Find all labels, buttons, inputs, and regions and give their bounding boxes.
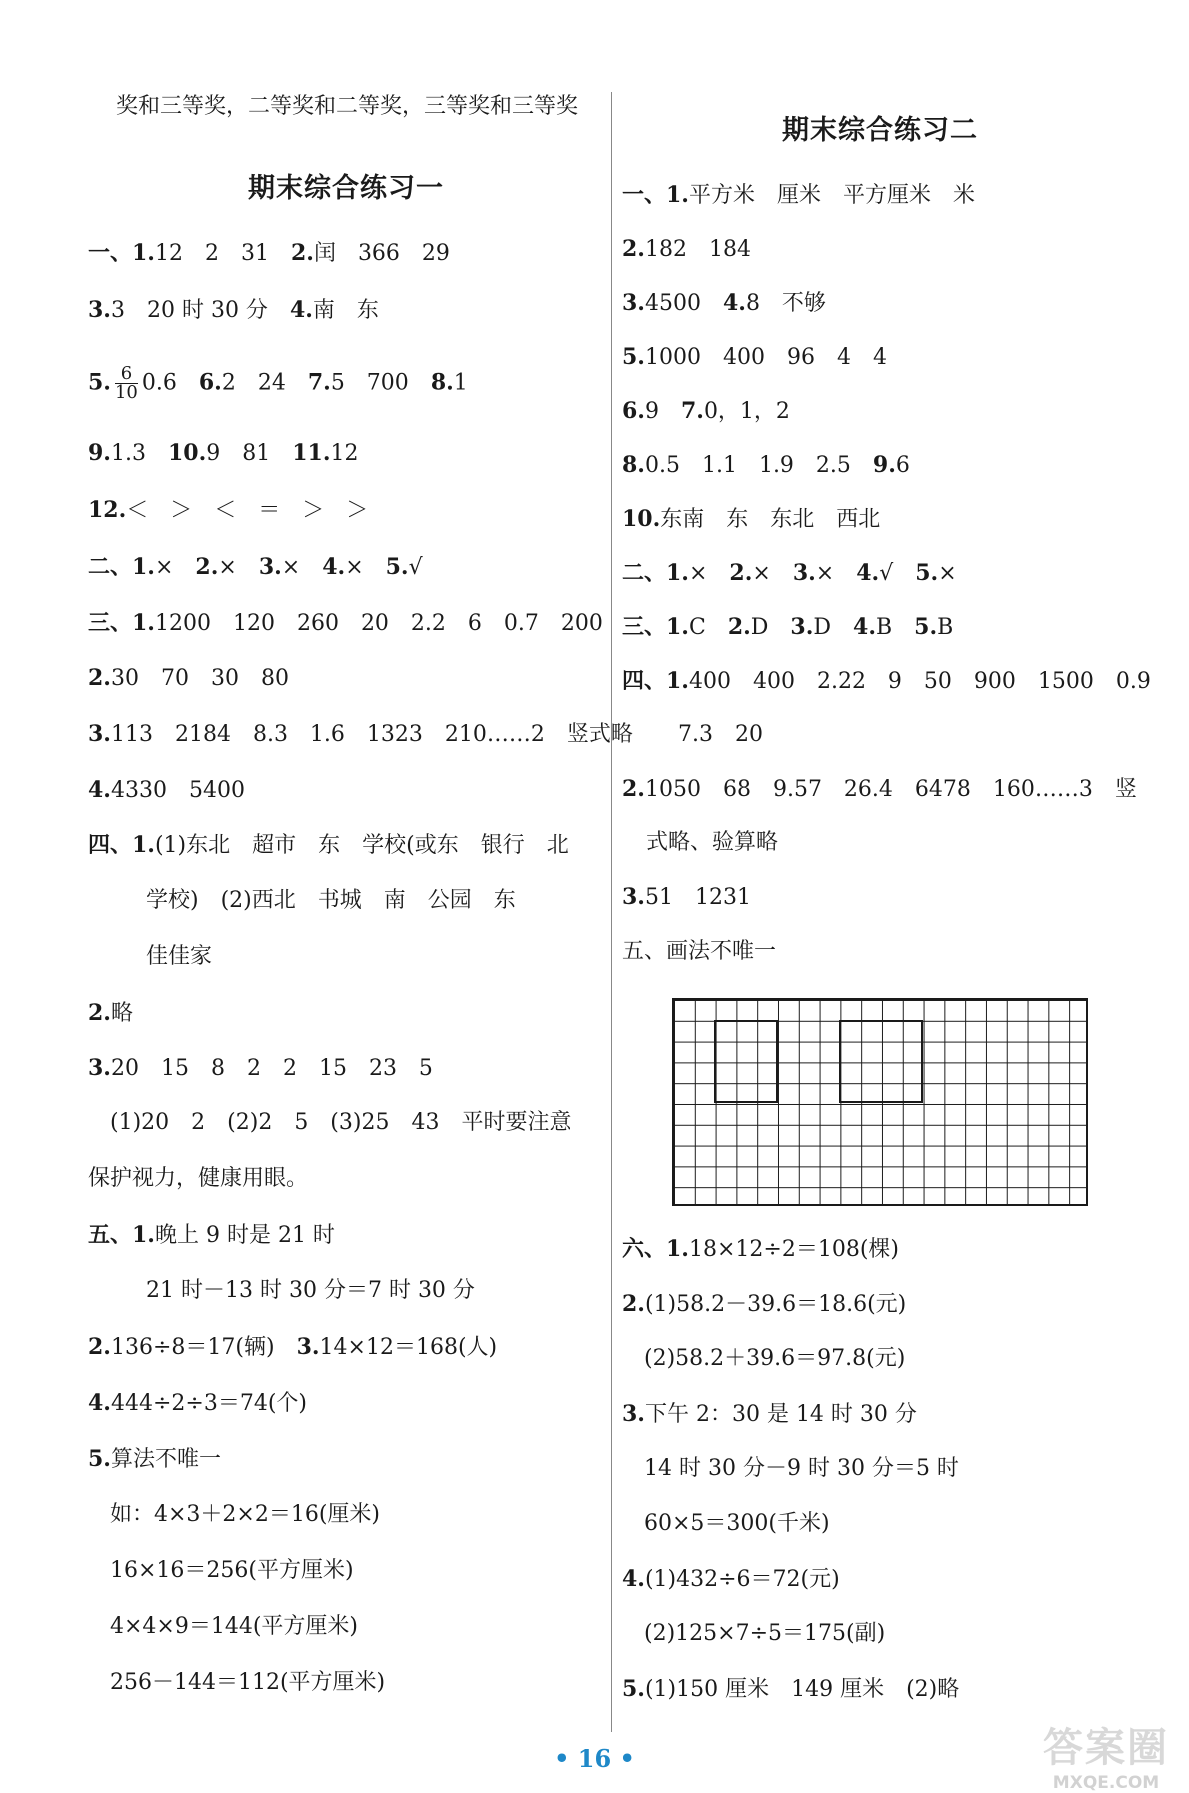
item-number: 2. [622, 1291, 645, 1317]
left-part5-q5-cont4: 256－144＝112(平方厘米) [110, 1670, 386, 1695]
answer-text: D [813, 615, 854, 640]
item-number: 2. [727, 614, 751, 640]
answer-text: 0.5 1.1 1.9 2.5 [644, 453, 873, 478]
answer-text: 闰 366 29 [313, 241, 450, 266]
answer-text: 南 东 [312, 298, 379, 323]
left-part3-q2-line [88, 663, 289, 694]
right-part1-q6-line [622, 396, 790, 427]
answer-text: 0，1，2 [703, 399, 790, 424]
left-part5-q5-cont3: 4×4×9＝144(平方厘米) [110, 1614, 359, 1639]
right-part1-q2-line [622, 234, 751, 265]
right-part6-q4-cont: (2)125×7÷5＝175(副) [644, 1621, 886, 1646]
item-number: 4. [856, 560, 880, 586]
answer-text: 1.3 [110, 441, 168, 466]
left-part3-q1-line [88, 608, 603, 639]
item-number: 3. [622, 1401, 645, 1427]
left-section-title: 期末综合练习一 [248, 173, 444, 204]
item-number: 六、1. [622, 1236, 689, 1262]
item-number: 9. [872, 452, 896, 478]
watermark-text: 答案圈 [1043, 1725, 1169, 1771]
item-number: 6. [198, 369, 222, 396]
answer-text: 2 24 [221, 370, 308, 396]
answer-text: × [281, 555, 323, 580]
column-divider [611, 92, 612, 1732]
left-part4-q1-cont2: 佳佳家 [146, 944, 213, 969]
answer-text: B [876, 615, 915, 640]
item-number: 3. [88, 721, 111, 747]
right-part4-q2-line [622, 774, 1137, 805]
drawn-square [839, 1020, 923, 1103]
answer-text: 算法不唯一 [110, 1447, 221, 1472]
answer-text: 12 2 31 [154, 241, 291, 266]
answer-text: 1050 68 9.57 26.4 6478 160……3 竖 [644, 777, 1137, 802]
right-part6-q2-cont: (2)58.2＋39.6＝97.8(元) [644, 1346, 906, 1371]
right-part6-q2-line [622, 1289, 906, 1320]
answer-text: 9 [644, 399, 681, 424]
watermark-url: MXQE.COM [1052, 1773, 1160, 1793]
carry-over-line: 奖和三等奖，二等奖和二等奖，三等奖和三等奖 [116, 94, 579, 119]
answer-text: 400 400 2.22 9 50 900 1500 0.9 [688, 669, 1151, 694]
item-number: 三、1. [622, 614, 689, 640]
item-number: 7. [307, 369, 331, 396]
right-part4-q1-cont: 7.3 20 [678, 722, 763, 747]
item-number: 7. [680, 398, 704, 424]
answer-text: 12 [330, 441, 359, 466]
answer-text: × [218, 555, 259, 580]
right-part4-q2-cont: 式略、验算略 [646, 830, 779, 855]
answer-text: 136÷8＝17(辆) [110, 1335, 297, 1360]
item-number: 5. [88, 369, 111, 396]
answer-text: B [937, 615, 954, 640]
answer-text: × [752, 561, 793, 586]
item-number: 3. [296, 1334, 320, 1360]
answer-text: 14×12＝168(人) [319, 1335, 498, 1360]
item-number: 一、1. [622, 182, 689, 208]
right-part2-line [622, 558, 957, 589]
left-part5-q4-line [88, 1388, 307, 1419]
item-number: 2. [290, 240, 314, 266]
item-number: 2. [88, 665, 111, 691]
item-number: 5. [915, 560, 939, 586]
watermark-logo [1031, 1716, 1181, 1793]
item-number: 10. [622, 506, 661, 532]
left-part4-q2-line [88, 998, 133, 1029]
item-number: 3. [258, 554, 282, 580]
left-part4-q3-cont2: 保护视力，健康用眼。 [88, 1166, 309, 1191]
answer-text: D [750, 615, 791, 640]
answer-text: (1)432÷6＝72(元) [644, 1567, 840, 1592]
right-part6-q3-cont1: 14 时 30 分－9 时 30 分＝5 时 [644, 1456, 959, 1481]
item-number: 2. [622, 776, 645, 802]
left-q3-line [88, 295, 379, 326]
answer-text: 6 [895, 453, 910, 478]
answer-text: 3 20 时 30 分 [110, 298, 290, 323]
answer-text: 182 184 [644, 237, 751, 262]
answer-text: 4500 [644, 291, 723, 316]
left-q5-line [88, 365, 468, 402]
item-number: 3. [790, 614, 814, 640]
right-section-title: 期末综合练习二 [782, 115, 978, 146]
item-number: 3. [622, 884, 645, 910]
item-number: 2. [622, 236, 645, 262]
item-number: 3. [622, 290, 645, 316]
item-number: 3. [88, 1055, 111, 1081]
answer-text: 平方米 厘米 平方厘米 米 [688, 183, 975, 208]
left-part5-q5-cont2: 16×16＝256(平方厘米) [110, 1558, 354, 1583]
right-part1-q10-line [622, 504, 880, 535]
item-number: 8. [622, 452, 645, 478]
left-part3-q3-line [88, 719, 633, 750]
answer-text: (1)58.2－39.6＝18.6(元) [644, 1292, 907, 1317]
fraction-denominator: 10 [114, 382, 138, 403]
page-number: • 16 • [554, 1744, 635, 1773]
left-part4-q3-cont1: (1)20 2 (2)2 5 (3)25 43 平时要注意 [110, 1110, 572, 1135]
answer-text: 18×12÷2＝108(棵) [688, 1237, 899, 1262]
answer-text: × [688, 561, 730, 586]
item-number: 2. [88, 1334, 111, 1360]
right-part1-q8-line [622, 450, 910, 481]
right-part4-q3-line [622, 882, 751, 913]
answer-text: 东南 东 东北 西北 [660, 507, 881, 532]
right-part4-q1-line [622, 666, 1151, 697]
answer-text: ＜ ＞ ＜ ＝ ＞ ＞ [126, 498, 369, 523]
item-number: 四、1. [622, 668, 689, 694]
item-number: 11. [292, 440, 331, 466]
item-number: 2. [88, 1000, 111, 1026]
left-part3-q4-line [88, 775, 245, 806]
left-part2-line [88, 552, 423, 583]
answer-text: 4330 5400 [110, 778, 245, 803]
item-number: 四、1. [88, 832, 155, 858]
item-number: 4. [88, 1390, 111, 1416]
item-number: 8. [430, 369, 454, 396]
answer-text: × [154, 555, 196, 580]
left-part4-q1-line [88, 830, 569, 861]
item-number: 4. [289, 297, 313, 323]
answer-text: × [938, 561, 957, 586]
item-number: 6. [622, 398, 645, 424]
answer-text: × [345, 555, 386, 580]
right-part6-q3-cont2: 60×5＝300(千米) [644, 1511, 830, 1536]
answer-text: 0.6 [141, 370, 199, 396]
answer-text: 1200 120 260 20 2.2 6 0.7 200 [154, 611, 603, 636]
answer-text: C [688, 615, 728, 640]
item-number: 五、1. [88, 1222, 155, 1248]
answer-text: (1)东北 超市 东 学校(或东 银行 北 [154, 833, 569, 858]
item-number: 二、1. [88, 554, 155, 580]
answer-text: 略 [110, 1001, 133, 1026]
item-number: 5. [88, 1446, 111, 1472]
answer-text: 51 1231 [644, 885, 751, 910]
answer-text: √ [879, 561, 916, 586]
left-part5-q1-line [88, 1220, 335, 1251]
item-number: 4. [88, 777, 111, 803]
drawing-grid [672, 998, 1088, 1206]
answer-text: × [815, 561, 857, 586]
right-part5-line: 五、画法不唯一 [622, 939, 777, 964]
answer-text: 下午 2：30 是 14 时 30 分 [644, 1402, 917, 1427]
item-number: 4. [722, 290, 746, 316]
left-q1-line [88, 238, 450, 269]
fraction-numerator: 6 [115, 365, 138, 384]
answer-text: 1000 400 96 4 4 [644, 345, 887, 370]
answer-text: 20 15 8 2 2 15 23 5 [110, 1056, 433, 1081]
answer-text: 30 70 30 80 [110, 666, 289, 691]
answer-text: 5 700 [330, 370, 431, 396]
item-number: 5. [914, 614, 938, 640]
item-number: 4. [322, 554, 346, 580]
item-number: 3. [88, 297, 111, 323]
item-number: 4. [853, 614, 876, 640]
item-number: 三、1. [88, 610, 155, 636]
left-q12-line [88, 495, 368, 526]
item-number: 3. [792, 560, 816, 586]
answer-text: √ [408, 555, 423, 580]
right-part6-q4-line [622, 1564, 840, 1595]
left-part4-q1-cont1: 学校) (2)西北 书城 南 公园 东 [146, 888, 516, 913]
left-q9-line [88, 438, 359, 469]
item-number: 12. [88, 497, 127, 523]
drawn-rectangle [714, 1020, 778, 1103]
left-part5-q2-line [88, 1332, 497, 1363]
item-number: 5. [622, 344, 645, 370]
right-part1-q5-line [622, 342, 887, 373]
fraction [115, 365, 138, 402]
answer-text: 9 81 [206, 441, 293, 466]
right-part6-q1-line [622, 1234, 899, 1265]
right-part3-line [622, 612, 953, 643]
answer-text: (1)150 厘米 149 厘米 (2)略 [644, 1677, 960, 1702]
answer-text: 8 不够 [745, 291, 826, 316]
item-number: 2. [729, 560, 753, 586]
item-number: 2. [195, 554, 219, 580]
answer-text: 113 2184 8.3 1.6 1323 210……2 竖式略 [110, 722, 633, 747]
right-part6-q5-line [622, 1674, 959, 1705]
right-part1-q1-line [622, 180, 975, 211]
left-part4-q3-line [88, 1053, 433, 1084]
left-part5-q1-cont: 21 时－13 时 30 分＝7 时 30 分 [146, 1278, 475, 1303]
item-number: 二、1. [622, 560, 689, 586]
answer-text: 晚上 9 时是 21 时 [154, 1223, 335, 1248]
item-number: 5. [622, 1676, 645, 1702]
item-number: 10. [167, 440, 207, 466]
item-number: 5. [385, 554, 409, 580]
item-number: 一、1. [88, 240, 155, 266]
left-part5-q5-cont1: 如：4×3＋2×2＝16(厘米) [110, 1502, 381, 1527]
item-number: 9. [88, 440, 111, 466]
left-part5-q5-line [88, 1444, 221, 1475]
right-part6-q3-line [622, 1399, 917, 1430]
answer-text: 444÷2÷3＝74(个) [110, 1391, 307, 1416]
right-part1-q3-line [622, 288, 826, 319]
item-number: 4. [622, 1566, 645, 1592]
answer-text: 1 [453, 370, 468, 396]
